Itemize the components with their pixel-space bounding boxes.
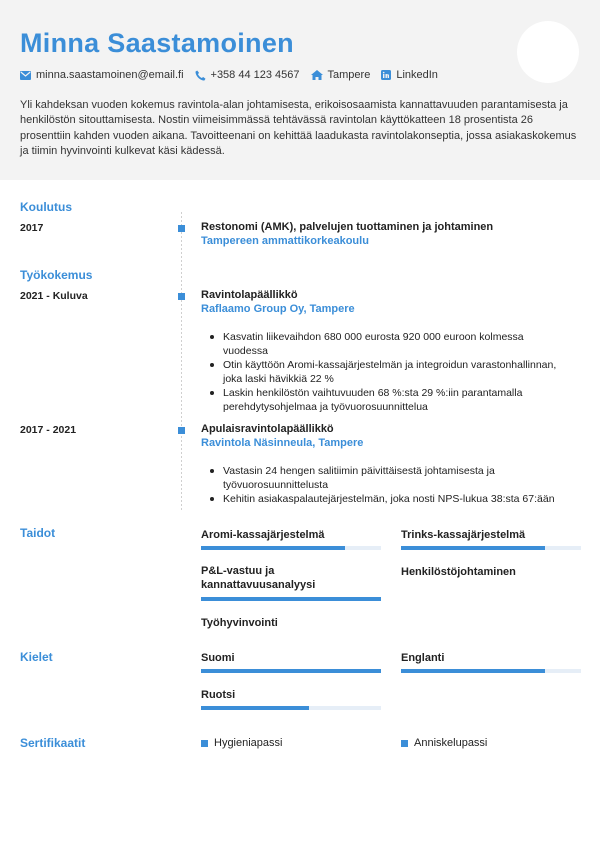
language-name: Englanti	[401, 652, 445, 664]
experience-company-1: Raflaamo Group Oy, Tampere	[201, 303, 355, 315]
profile-summary: Yli kahdeksan vuoden kokemus ravintola-alan johtamisesta, erikoisosaamista kannattavuuden parantamisesta ja henkilöstön sitouttamisesta. Nostin viimeisimmässä tehtävässä ravintolan käyttökatteen 18 prosentista 26 prosenttiin kahden vuoden aikana. Tavoitteenani on kehittää laadukasta ravintolakonseptia, jossa asiakaskokemus ja tiimin hyvinvointi kulkevat käsi kädessä.	[20, 99, 577, 158]
experience-role-1: Ravintolapäällikkö	[201, 289, 298, 301]
phone-icon	[195, 70, 206, 81]
experience-date-1: 2021 - Kuluva	[20, 290, 88, 302]
home-icon	[311, 70, 323, 80]
experience-date-2: 2017 - 2021	[20, 424, 77, 436]
language-bar-fill	[401, 669, 545, 673]
section-title-languages: Kielet	[20, 650, 53, 664]
bullet-item: Kasvatin liikevaihdon 680 000 eurosta 920 000 euroon kolmessa vuodessa	[207, 330, 567, 358]
contact-email-text: minna.saastamoinen@email.fi	[36, 69, 184, 81]
skill-name: Työhyvinvointi	[201, 617, 278, 629]
skill-bar-track	[201, 597, 381, 601]
skill-bar-fill	[201, 597, 381, 601]
language-bar-fill	[201, 706, 309, 710]
section-title-education: Koulutus	[20, 200, 72, 214]
skill-bar-track	[401, 546, 581, 550]
experience-bullets-2	[207, 464, 567, 506]
skill-name: Trinks-kassajärjestelmä	[401, 529, 526, 541]
contact-linkedin-text: LinkedIn	[396, 69, 438, 81]
experience-role-2: Apulaisravintolapäällikkö	[201, 423, 334, 435]
contact-location-text: Tampere	[327, 69, 371, 81]
experience-company-2: Ravintola Näsinneula, Tampere	[201, 437, 364, 449]
section-title-experience: Työkokemus	[20, 268, 93, 282]
linkedin-icon	[381, 70, 391, 80]
timeline-marker	[178, 427, 185, 434]
language-name: Suomi	[201, 652, 235, 664]
contact-phone[interactable]	[195, 69, 300, 81]
square-bullet-icon	[401, 740, 408, 747]
language-bar-track	[401, 669, 581, 673]
skill-bar-fill	[401, 546, 545, 550]
skill-name: P&L-vastuu ja kannattavuusanalyysi	[201, 565, 316, 591]
education-date: 2017	[20, 222, 44, 234]
bullet-item: Otin käyttöön Aromi-kassajärjestelmän ja integroidun varastonhallinnan, joka laski hävikkiä 22 %	[207, 358, 567, 386]
timeline-marker	[178, 225, 185, 232]
section-title-skills: Taidot	[20, 526, 56, 540]
candidate-name: Minna Saastamoinen	[20, 28, 294, 58]
certification-item	[401, 737, 487, 749]
certification-item	[201, 737, 282, 749]
certification-name: Hygieniapassi	[214, 737, 283, 749]
education-school: Tampereen ammattikorkeakoulu	[201, 235, 369, 247]
experience-bullets-1	[207, 330, 567, 414]
language-name: Ruotsi	[201, 689, 236, 701]
skill-bar-fill	[201, 546, 345, 550]
timeline-line	[181, 212, 182, 510]
contact-linkedin[interactable]	[381, 69, 438, 81]
timeline-marker	[178, 293, 185, 300]
certification-name: Anniskelupassi	[414, 737, 488, 749]
header-band	[0, 0, 600, 180]
skill-name: Aromi-kassajärjestelmä	[201, 529, 325, 541]
language-bar-fill	[201, 669, 381, 673]
section-title-certifications: Sertifikaatit	[20, 736, 86, 750]
contact-phone-text: +358 44 123 4567	[210, 69, 300, 81]
bullet-item: Kehitin asiakaspalautejärjestelmän, joka nosti NPS-lukua 38:sta 67:ään	[207, 492, 567, 506]
envelope-icon	[20, 71, 31, 80]
contact-email[interactable]	[20, 69, 184, 81]
education-degree: Restonomi (AMK), palvelujen tuottaminen ja johtaminen	[201, 221, 494, 233]
contact-location	[311, 69, 371, 81]
skill-name: Henkilöstöjohtaminen	[401, 566, 516, 578]
profile-photo-placeholder	[517, 21, 579, 83]
language-bar-track	[201, 669, 381, 673]
square-bullet-icon	[201, 740, 208, 747]
skill-bar-track	[201, 546, 381, 550]
bullet-item: Vastasin 24 hengen salitiimin päivittäisestä johtamisesta ja työvuorosuunnittelusta	[207, 464, 567, 492]
contact-row	[20, 69, 449, 81]
language-bar-track	[201, 706, 381, 710]
bullet-item: Laskin henkilöstön vaihtuvuuden 68 %:sta 29 %:iin parantamalla perehdytysohjelmaa ja työvuorosuunnittelua	[207, 386, 567, 414]
